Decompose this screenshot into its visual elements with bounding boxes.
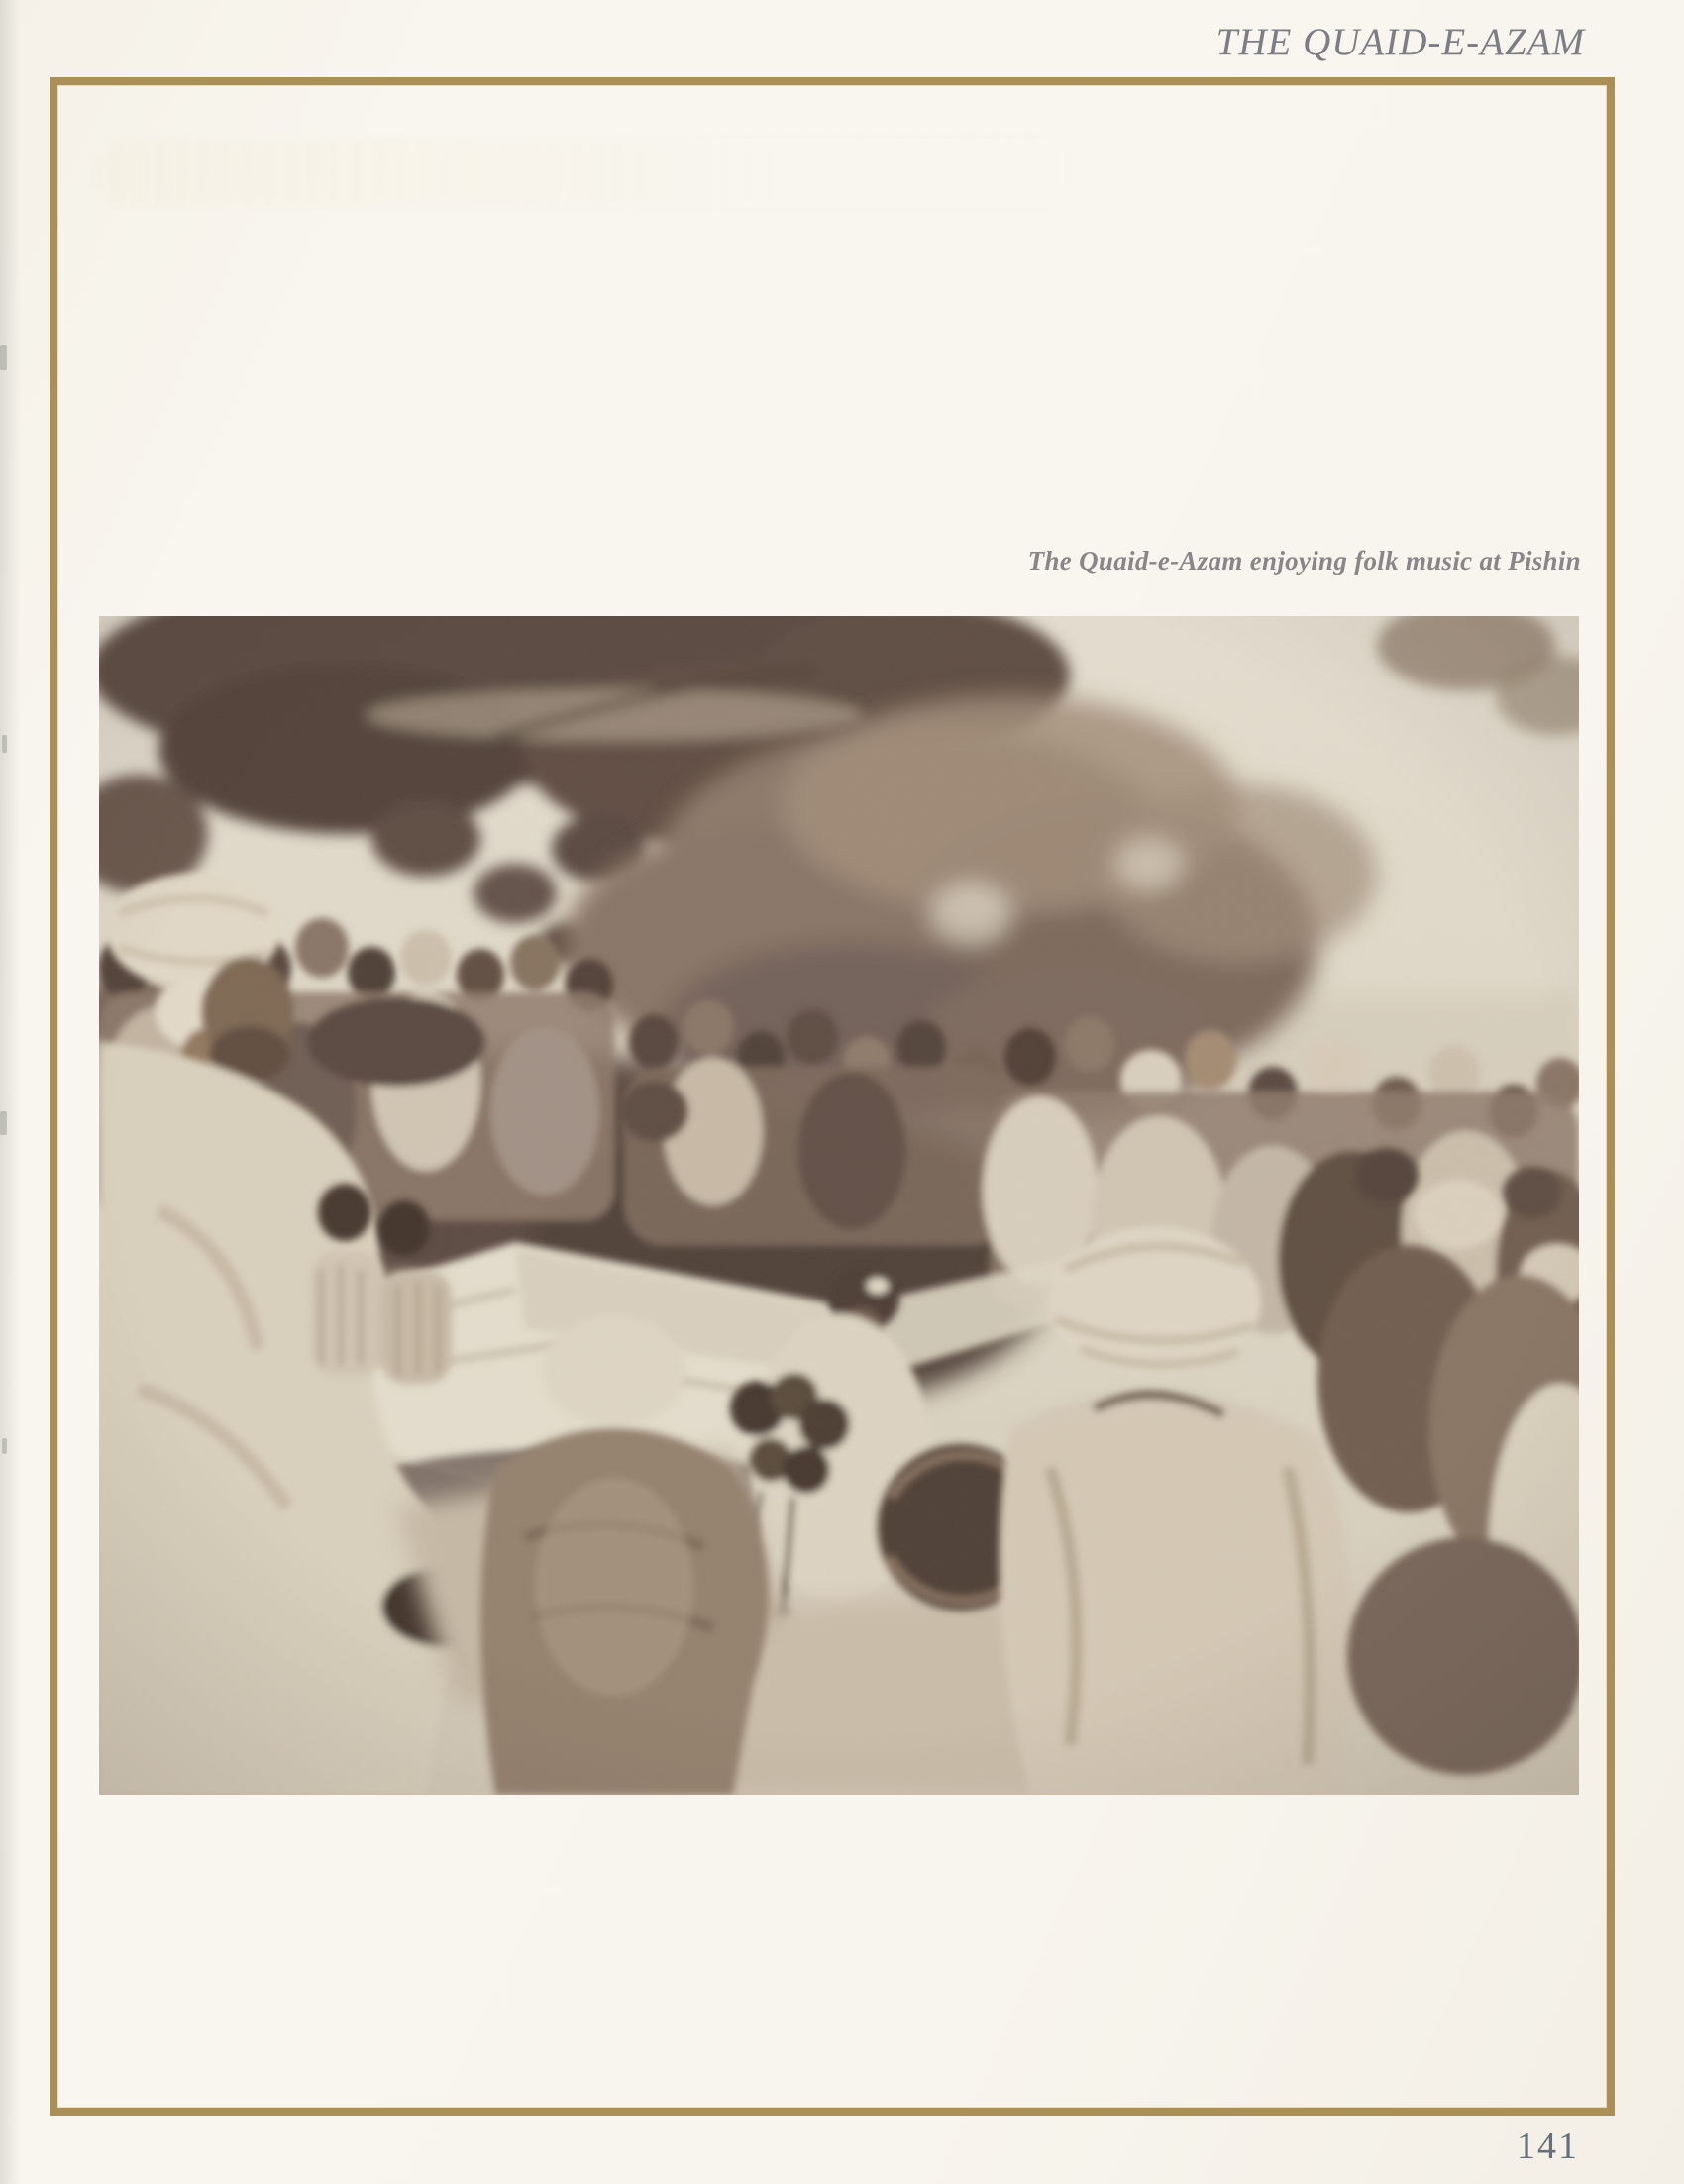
photo-caption: The Quaid-e-Azam enjoying folk music at Pishin [1027,546,1581,575]
scanned-paper-edge [0,0,26,2184]
vignette [99,616,1579,1795]
page-number: 141 [1517,2126,1579,2167]
paper-edge-mark [0,345,7,370]
show-through-ghost-fade [94,139,1065,208]
paper-edge-mark [2,1438,7,1454]
paper-edge-mark [2,735,7,753]
photograph [99,616,1579,1795]
photograph-illustration [99,616,1579,1795]
paper-edge-mark [0,1111,7,1135]
running-header: THE QUAID-E-AZAM [1215,21,1585,63]
